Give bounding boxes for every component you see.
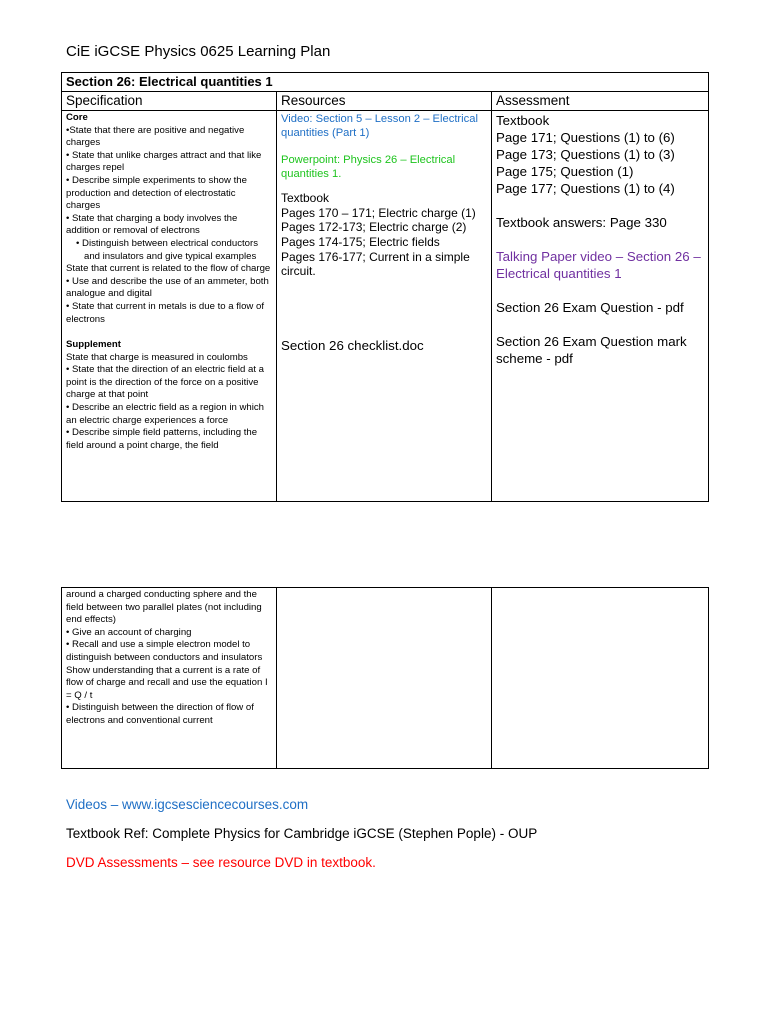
supplement-item: State that charge is measured in coulombs xyxy=(66,351,248,363)
continued-item: • Recall and use a simple electron model to distinguish between conductors and insulators xyxy=(66,639,263,663)
textbook-page-ref: Pages 172-173; Electric charge (2) xyxy=(281,220,467,235)
video-resource-link[interactable]: Video: Section 5 – Lesson 2 – Electrical quantities (Part 1) xyxy=(281,113,478,140)
document-title: CiE iGCSE Physics 0625 Learning Plan xyxy=(66,43,331,60)
core-item: •State that there are positive and negative charges xyxy=(66,124,245,149)
supplement-item: • Describe an electric field as a region in which an electric charge experiences a force xyxy=(66,402,264,426)
core-item: • State that current in metals is due to a flow of electrons xyxy=(66,300,264,325)
supplement-item: • Describe simple field patterns, including the field around a point charge, the field xyxy=(66,427,258,451)
core-heading: Core xyxy=(66,112,88,123)
powerpoint-resource[interactable]: Powerpoint: Physics 26 – Electrical quantities 1. xyxy=(281,153,456,180)
column-header-specification: Specification xyxy=(62,92,277,111)
supplement-item: • State that the direction of an electric field at a point is the direction of the force on a positive charge at that point xyxy=(66,364,265,401)
checklist-document[interactable]: Section 26 checklist.doc xyxy=(281,337,424,353)
videos-footer-link[interactable]: Videos – www.igcsesciencecourses.com xyxy=(66,797,309,812)
question-ref: Page 173; Questions (1) to (3) xyxy=(496,147,675,162)
textbook-reference: Textbook Ref: Complete Physics for Cambridge iGCSE (Stephen Pople) - OUP xyxy=(66,826,538,841)
dvd-assessments-note: DVD Assessments – see resource DVD in textbook. xyxy=(66,855,376,870)
column-header-assessment: Assessment xyxy=(492,92,709,111)
question-ref: Page 175; Question (1) xyxy=(496,164,634,179)
core-item: State that current is related to the flow of charge xyxy=(66,263,271,275)
learning-plan-table-continued xyxy=(61,587,709,769)
continued-item: around a charged conducting sphere and the field between two parallel plates (not including end effects) xyxy=(66,589,262,626)
talking-paper-video[interactable]: Talking Paper video – Section 26 – Electrical quantities 1 xyxy=(496,249,701,281)
resources-continued-cell xyxy=(277,588,492,769)
assessment-textbook-heading: Textbook xyxy=(496,113,550,128)
textbook-page-ref: Pages 176-177; Current in a simple circuit. xyxy=(281,249,470,279)
column-header-resources: Resources xyxy=(277,92,492,111)
assessment-cell xyxy=(492,111,709,502)
textbook-answers: Textbook answers: Page 330 xyxy=(496,215,667,230)
textbook-heading: Textbook xyxy=(281,191,330,206)
core-item: • Describe simple experiments to show the production and detection of electrostatic charges xyxy=(66,174,247,212)
specification-cell xyxy=(62,111,277,502)
supplement-heading: Supplement xyxy=(66,339,121,351)
mark-scheme-pdf[interactable]: Section 26 Exam Question mark scheme - pdf xyxy=(496,334,687,366)
question-ref: Page 177; Questions (1) to (4) xyxy=(496,181,675,196)
textbook-page-ref: Pages 170 – 171; Electric charge (1) xyxy=(281,205,476,220)
continued-item: Show understanding that a current is a rate of flow of charge and recall and use the equation I = Q / t xyxy=(66,664,268,701)
section-title: Section 26: Electrical quantities 1 xyxy=(62,73,709,92)
learning-plan-table xyxy=(61,72,709,502)
resources-cell xyxy=(277,111,492,502)
continued-item: • Distinguish between the direction of flow of electrons and conventional current xyxy=(66,702,254,726)
continued-item: • Give an account of charging xyxy=(66,626,192,638)
core-item: • State that unlike charges attract and that like charges repel xyxy=(66,149,262,174)
core-item: • State that charging a body involves the addition or removal of electrons xyxy=(66,212,238,237)
question-ref: Page 171; Questions (1) to (6) xyxy=(496,130,675,145)
specification-continued-cell xyxy=(62,588,277,769)
core-item: • Use and describe the use of an ammeter, both analogue and digital xyxy=(66,275,269,300)
assessment-continued-cell xyxy=(492,588,709,769)
exam-question-pdf[interactable]: Section 26 Exam Question - pdf xyxy=(496,300,684,315)
core-item: • Distinguish between electrical conductors and insulators and give typical examples xyxy=(76,237,259,262)
textbook-page-ref: Pages 174-175; Electric fields xyxy=(281,234,440,249)
